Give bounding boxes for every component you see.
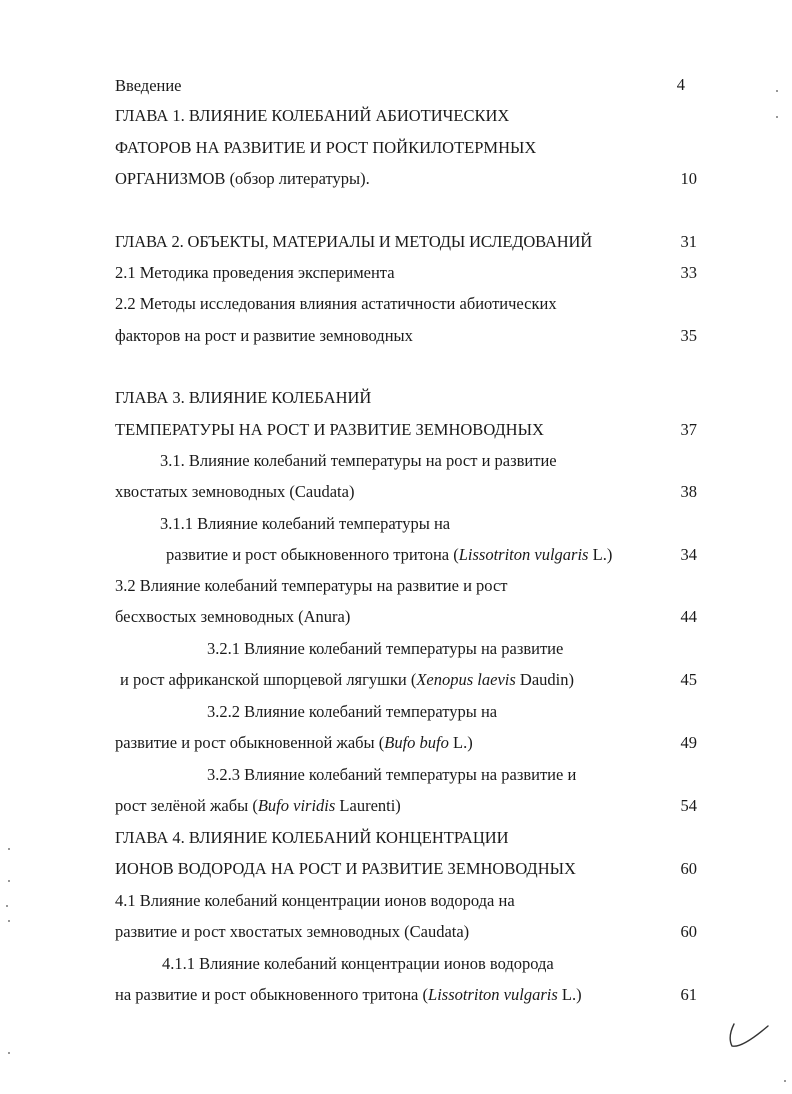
scan-speck (8, 880, 10, 882)
toc-entry-ch4: ГЛАВА 4. ВЛИЯНИЕ КОЛЕБАНИЙ КОНЦЕНТРАЦИИ (115, 828, 509, 847)
toc-entry-ch3: ТЕМПЕРАТУРЫ НА РОСТ И РАЗВИТИЕ ЗЕМНОВОДНЫХ (115, 420, 544, 439)
toc-page-ch4: 60 (680, 859, 697, 878)
toc-page-ch1: 10 (680, 169, 697, 188)
toc-page-3-2: 44 (680, 607, 697, 626)
toc-entry-ch3: ГЛАВА 3. ВЛИЯНИЕ КОЛЕБАНИЙ (115, 388, 372, 407)
toc-entry-ch4: ИОНОВ ВОДОРОДА НА РОСТ И РАЗВИТИЕ ЗЕМНОВОДНЫХ (115, 859, 576, 878)
toc-entry-3-1: хвостатых земноводных (Caudata) (115, 482, 355, 501)
toc-page-2-2: 35 (680, 326, 697, 345)
toc-entry-ch2: ГЛАВА 2. ОБЪЕКТЫ, МАТЕРИАЛЫ И МЕТОДЫ ИСЛЕДОВАНИЙ (115, 232, 593, 251)
toc-entry-2-2: факторов на рост и развитие земноводных (115, 326, 413, 345)
toc-entry-4-1-1: 4.1.1 Влияние колебаний концентрации ионов водорода (162, 954, 554, 973)
toc-page-ch3: 37 (680, 420, 697, 439)
toc-entry-ch1: ГЛАВА 1. ВЛИЯНИЕ КОЛЕБАНИЙ АБИОТИЧЕСКИХ (115, 106, 510, 125)
toc-entry-3-2-1: 3.2.1 Влияние колебаний температуры на развитие (207, 639, 564, 658)
scan-speck (6, 905, 8, 907)
toc-page-3-2-3: 54 (680, 796, 697, 815)
toc-page-4-1-1: 61 (680, 985, 697, 1004)
toc-page-4-1: 60 (680, 922, 697, 941)
scan-speck (776, 90, 778, 92)
handwritten-mark (726, 1018, 776, 1054)
scan-speck (8, 1052, 10, 1054)
toc-entry-3-2-1: и рост африканской шпорцевой лягушки (Xenopus laevis Daudin) (120, 670, 574, 689)
toc-page-3-2-2: 49 (680, 733, 697, 752)
toc-entry-4-1: развитие и рост хвостатых земноводных (Caudata) (115, 922, 470, 941)
toc-entry-3-2: 3.2 Влияние колебаний температуры на развитие и рост (115, 576, 508, 595)
toc-entry-2-2: 2.2 Методы исследования влияния астатичности абиотических (115, 294, 557, 313)
toc-entry-3-2-2: развитие и рост обыкновенной жабы (Bufo bufo L.) (115, 733, 473, 752)
toc-page-3-1: 38 (680, 482, 697, 501)
toc-entry-ch1: ОРГАНИЗМОВ (обзор литературы). (115, 169, 370, 188)
toc-entry-intro: Введение (115, 76, 182, 95)
toc-page-intro: 4 (676, 75, 685, 94)
toc-entry-3-2-2: 3.2.2 Влияние колебаний температуры на (207, 702, 498, 721)
toc-entry-3-2-3: 3.2.3 Влияние колебаний температуры на развитие и (207, 765, 577, 784)
scan-speck (8, 920, 10, 922)
toc-entry-2-1: 2.1 Методика проведения эксперимента (115, 263, 395, 282)
toc-entry-3-2-3: рост зелёной жабы (Bufo viridis Laurenti) (115, 796, 401, 815)
toc-entry-3-1-1: развитие и рост обыкновенного тритона (Lissotriton vulgaris L.) (166, 545, 613, 564)
toc-entry-3-2: бесхвостых земноводных (Anura) (115, 607, 351, 626)
toc-entry-3-1: 3.1. Влияние колебаний температуры на рост и развитие (160, 451, 557, 470)
toc-page-ch2: 31 (680, 232, 697, 251)
toc-page-3-1-1: 34 (680, 545, 697, 564)
scan-speck (776, 116, 778, 118)
scan-speck (784, 1080, 786, 1082)
scan-speck (8, 848, 10, 850)
toc-page-3-2-1: 45 (680, 670, 697, 689)
toc-entry-4-1: 4.1 Влияние колебаний концентрации ионов водорода на (115, 891, 515, 910)
toc-entry-ch1: ФАТОРОВ НА РАЗВИТИЕ И РОСТ ПОЙКИЛОТЕРМНЫХ (115, 138, 537, 157)
toc-entry-4-1-1: на развитие и рост обыкновенного тритона (Lissotriton vulgaris L.) (115, 985, 582, 1004)
toc-page-2-1: 33 (680, 263, 697, 282)
toc-entry-3-1-1: 3.1.1 Влияние колебаний температуры на (160, 514, 451, 533)
